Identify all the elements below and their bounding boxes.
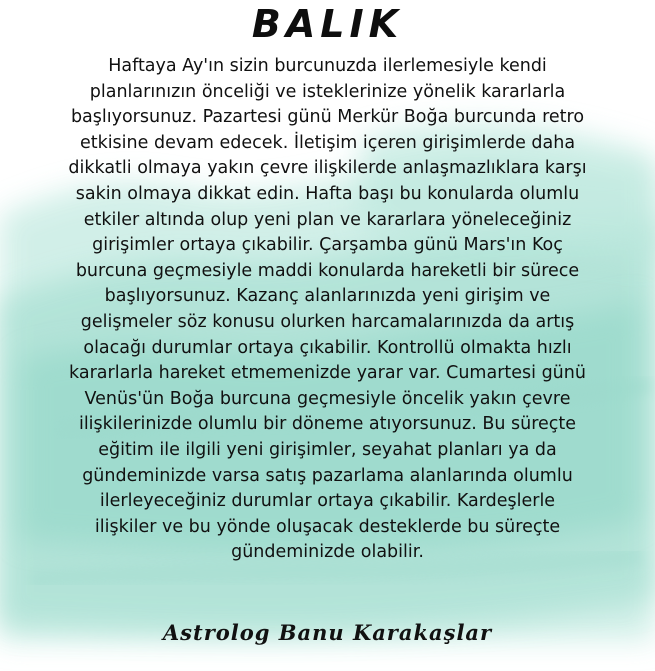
text-line: burcuna geçmesiyle maddi konularda hareketli bir sürece: [75, 260, 580, 281]
text-line: ilerleyeceğiniz durumlar ortaya çıkabilir. Kardeşlerle: [99, 491, 556, 512]
text-line: etkisine devam edecek. İletişim içeren girişimlerde daha: [79, 132, 576, 153]
text-line: başlıyorsunuz. Pazartesi günü Merkür Boğa burcunda retro: [70, 107, 585, 128]
page-title: BALIK: [251, 2, 404, 46]
author-signature: Astrolog Banu Karakaşlar: [162, 620, 493, 645]
text-line: dikkatli olmaya yakın çevre ilişkilerde anlaşmazlıklara karşı: [68, 158, 587, 179]
text-line: olacağı durumlar ortaya çıkabilir. Kontrollü olmakta hızlı: [83, 337, 572, 358]
text-line: gelişmeler söz konusu olurken harcamalarınızda da artış: [80, 311, 575, 332]
text-line: etkiler altında olup yeni plan ve kararlara yöneleceğiniz: [83, 209, 572, 230]
text-line: ilişkilerinizde olumlu bir döneme atıyorsunuz. Bu süreçte: [78, 414, 577, 435]
text-line: Venüs'ün Boğa burcuna geçmesiyle öncelik yakın çevre: [84, 388, 571, 409]
horoscope-text: [30, 54, 625, 566]
text-line: planlarınızın önceliği ve isteklerinize yönelik kararlarla: [89, 81, 566, 102]
text-line: gündeminizde olabilir.: [231, 542, 424, 563]
text-line: kararlarla hareket etmemenizde yarar var. Cumartesi günü: [69, 363, 586, 384]
text-line: gündeminizde varsa satış pazarlama alanlarında olumlu: [82, 465, 573, 486]
text-line: başlıyorsunuz. Kazanç alanlarınızda yeni girişim ve: [104, 286, 551, 307]
text-line: sakin olmaya dikkat edin. Hafta başı bu konularda olumlu: [75, 183, 580, 204]
text-line: girişimler ortaya çıkabilir. Çarşamba günü Mars'ın Koç: [92, 235, 563, 256]
text-line: eğitim ile ilgili yeni girişimler, seyahat planları ya da: [98, 439, 557, 460]
text-line: Haftaya Ay'ın sizin burcunuzda ilerlemesiyle kendi: [108, 56, 547, 76]
text-line: ilişkiler ve bu yönde oluşacak desteklerde bu süreçte: [94, 516, 561, 537]
